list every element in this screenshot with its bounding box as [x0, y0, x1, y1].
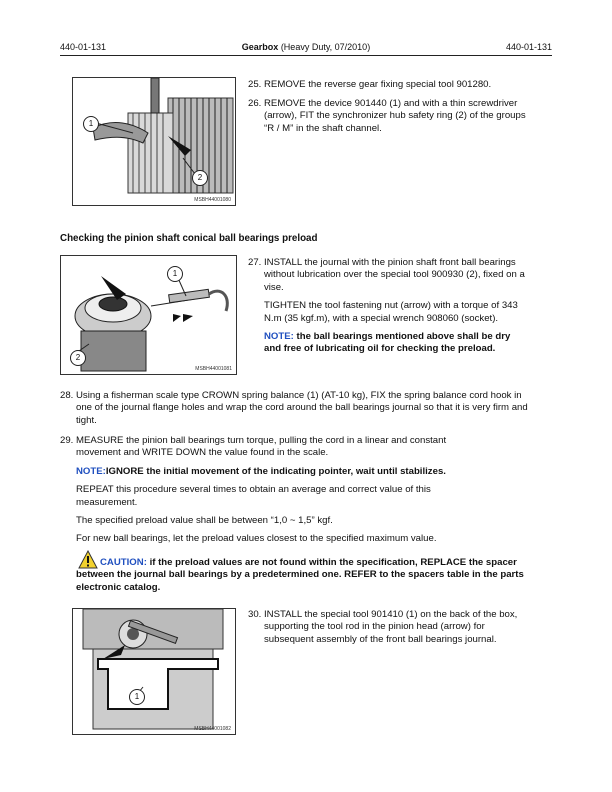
caution-label: CAUTION: [100, 557, 147, 568]
step-note [264, 331, 530, 356]
section-title: Checking the pinion shaft conical ball bearings preload [60, 233, 318, 244]
note-label: NOTE: [76, 465, 106, 477]
step-27 [248, 257, 530, 356]
step-number: 29. [60, 435, 74, 446]
step-text: REMOVE the reverse gear fixing special tool 901280. [264, 79, 492, 90]
step-paragraph: For new ball bearings, let the preload values closest to the specified maximum value. [76, 533, 437, 545]
step-text: REMOVE the device 901440 (1) and with a thin screwdriver (arrow), FIT the synchronizer hub safety ring (2) of the groups “R / M” in the shaft channel. [264, 98, 526, 134]
header-title-rest: (Heavy Duty, 07/2010) [278, 42, 371, 52]
header-rule [60, 55, 552, 56]
step-28 [60, 390, 540, 427]
note-text: the ball bearings mentioned above shall be dry and free of lubricating oil for checking the preload. [264, 331, 511, 355]
callout-2: 2 [70, 350, 86, 366]
step-number: 28. [60, 390, 74, 401]
step-text: MEASURE the pinion ball bearings turn torque, pulling the cord in a linear and constant movement and WRITE DOWN the value found in the scale. [76, 435, 447, 459]
note-label: NOTE: [264, 331, 294, 343]
caution-block [76, 557, 536, 594]
caution-text: if the preload values are not found within the specification, REPLACE the spacer between the journal ball bearings by a predetermined one. REFER to the spacers table in the parts electronic catalog. [76, 557, 524, 593]
callout-1: 1 [129, 689, 145, 705]
figure-special-tool-901410 [72, 608, 236, 735]
gear-illustration [73, 78, 235, 205]
step-26 [248, 98, 534, 135]
bearing-illustration [61, 256, 236, 374]
note-text: IGNORE the initial movement of the indicating pointer, wait until stabilizes. [105, 465, 446, 477]
header-doc-code-right: 440-01-131 [505, 42, 552, 52]
figure-caption: MSBH44001080 [194, 197, 231, 203]
step-number: 25. [248, 79, 262, 90]
callout-1: 1 [167, 266, 183, 282]
step-text: INSTALL the journal with the pinion shaft front ball bearings without lubrication over the special tool 900930 (2), fixed on a vise. [264, 257, 525, 293]
callout-2: 2 [192, 170, 208, 186]
step-29 [60, 435, 490, 546]
step-number: 27. [248, 257, 262, 268]
step-paragraph: The specified preload value shall be between “1,0 ~ 1,5” kgf. [76, 515, 333, 527]
step-text: Using a fisherman scale type CROWN spring balance (1) (AT-10 kg), FIX the spring balance cord hook in one of the journal flange holes and wrap the cord around the ball bearings journal so that it is very firm and tight. [76, 390, 528, 426]
figure-caption: MSBH44001082 [194, 726, 231, 732]
figure-gearbox-synchronizer [72, 77, 236, 206]
step-25 [248, 79, 548, 91]
tool-illustration [73, 609, 235, 734]
header-doc-code-left: 440-01-131 [60, 42, 107, 52]
step-paragraph: REPEAT this procedure several times to obtain an average and correct value of this measurement. [76, 484, 431, 508]
step-tighten-text: TIGHTEN the tool fastening nut (arrow) with a torque of 343 N.m (35 kgf.m), with a special wrench 908060 (socket). [264, 300, 518, 324]
step-30 [248, 609, 528, 646]
step-text: INSTALL the special tool 901410 (1) on the back of the box, supporting the tool rod in the pinion head (arrow) for subsequent assembly of the front ball bearings journal. [264, 609, 518, 645]
callout-1: 1 [83, 116, 99, 132]
header-title-bold: Gearbox [241, 42, 279, 52]
step-note [76, 466, 490, 478]
step-number: 26. [248, 98, 262, 109]
figure-caption: MSBH44001081 [195, 366, 232, 372]
step-number: 30. [248, 609, 262, 620]
figure-pinion-bearing-preload [60, 255, 237, 375]
